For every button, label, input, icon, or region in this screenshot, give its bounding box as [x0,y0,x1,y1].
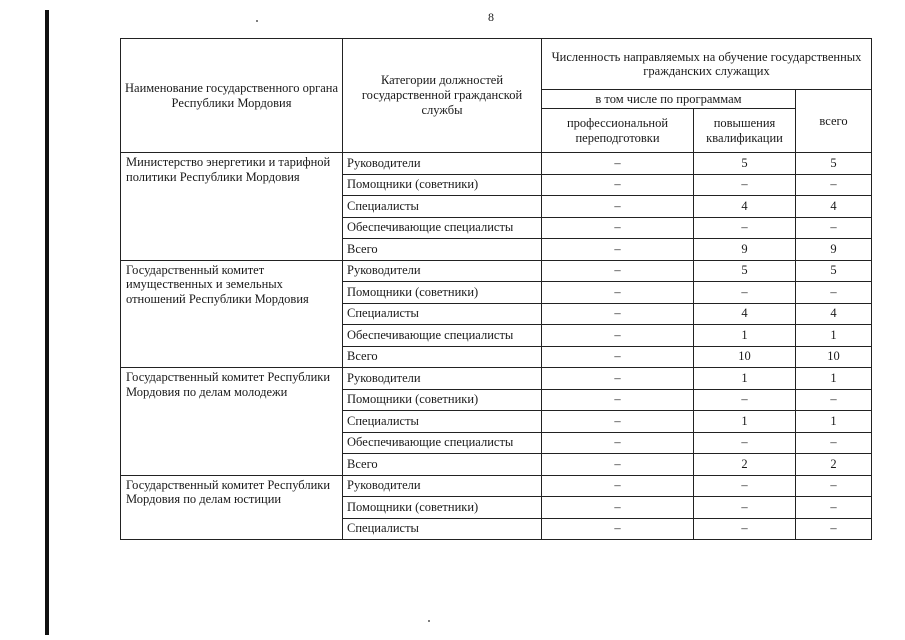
header-programs: в том числе по программам [542,90,796,109]
scan-margin-bar [45,10,49,635]
prof-cell: – [542,325,694,347]
qual-cell: 1 [694,325,796,347]
qual-cell: 2 [694,454,796,476]
qual-cell: – [694,518,796,540]
qual-cell: – [694,475,796,497]
total-cell: 5 [796,153,872,175]
category-cell: Специалисты [343,518,542,540]
prof-cell: – [542,518,694,540]
category-cell: Специалисты [343,196,542,218]
qual-cell: 9 [694,239,796,261]
total-cell: – [796,475,872,497]
total-cell: – [796,217,872,239]
category-cell: Руководители [343,260,542,282]
header-prof: профессиональной переподготовки [542,109,694,153]
category-cell: Руководители [343,368,542,390]
training-table [120,38,872,540]
prof-cell: – [542,475,694,497]
prof-cell: – [542,196,694,218]
total-cell: 2 [796,454,872,476]
scan-speck [428,620,430,622]
category-cell: Руководители [343,153,542,175]
qual-cell: – [694,497,796,519]
total-cell: – [796,389,872,411]
category-cell: Всего [343,454,542,476]
qual-cell: 5 [694,153,796,175]
header-org: Наименование государственного органа Республики Мордовия [121,39,343,153]
org-name: Государственный комитет имущественных и земельных отношений Республики Мордовия [121,260,343,368]
total-cell: – [796,518,872,540]
table-row [121,475,872,497]
total-cell: – [796,174,872,196]
category-cell: Обеспечивающие специалисты [343,432,542,454]
header-count: Численность направляемых на обучение государственных гражданских служащих [542,39,872,90]
total-cell: 1 [796,368,872,390]
category-cell: Специалисты [343,411,542,433]
prof-cell: – [542,174,694,196]
category-cell: Помощники (советники) [343,282,542,304]
qual-cell: 4 [694,196,796,218]
qual-cell: – [694,282,796,304]
table-row [121,368,872,390]
scan-speck [256,20,258,22]
qual-cell: – [694,174,796,196]
table-row [121,260,872,282]
qual-cell: 1 [694,368,796,390]
qual-cell: 5 [694,260,796,282]
prof-cell: – [542,282,694,304]
table-row [121,153,872,175]
category-cell: Помощники (советники) [343,389,542,411]
category-cell: Специалисты [343,303,542,325]
org-name: Государственный комитет Республики Мордовия по делам юстиции [121,475,343,540]
header-qual: повышения квалификации [694,109,796,153]
category-cell: Всего [343,346,542,368]
org-name: Государственный комитет Республики Мордовия по делам молодежи [121,368,343,476]
total-cell: – [796,432,872,454]
category-cell: Руководители [343,475,542,497]
total-cell: 4 [796,303,872,325]
org-name: Министерство энергетики и тарифной политики Республики Мордовия [121,153,343,261]
category-cell: Обеспечивающие специалисты [343,217,542,239]
total-cell: 4 [796,196,872,218]
prof-cell: – [542,454,694,476]
prof-cell: – [542,153,694,175]
prof-cell: – [542,497,694,519]
total-cell: – [796,497,872,519]
total-cell: 5 [796,260,872,282]
qual-cell: 1 [694,411,796,433]
prof-cell: – [542,239,694,261]
total-cell: 9 [796,239,872,261]
header-total: всего [796,90,872,153]
qual-cell: – [694,389,796,411]
category-cell: Помощники (советники) [343,174,542,196]
prof-cell: – [542,260,694,282]
qual-cell: 10 [694,346,796,368]
total-cell: 10 [796,346,872,368]
prof-cell: – [542,411,694,433]
qual-cell: 4 [694,303,796,325]
qual-cell: – [694,432,796,454]
total-cell: 1 [796,411,872,433]
prof-cell: – [542,389,694,411]
prof-cell: – [542,368,694,390]
prof-cell: – [542,303,694,325]
category-cell: Всего [343,239,542,261]
prof-cell: – [542,346,694,368]
category-cell: Помощники (советники) [343,497,542,519]
category-cell: Обеспечивающие специалисты [343,325,542,347]
total-cell: 1 [796,325,872,347]
header-category: Категории должностей государственной гражданской службы [343,39,542,153]
prof-cell: – [542,217,694,239]
qual-cell: – [694,217,796,239]
total-cell: – [796,282,872,304]
prof-cell: – [542,432,694,454]
page-number: 8 [488,10,494,24]
